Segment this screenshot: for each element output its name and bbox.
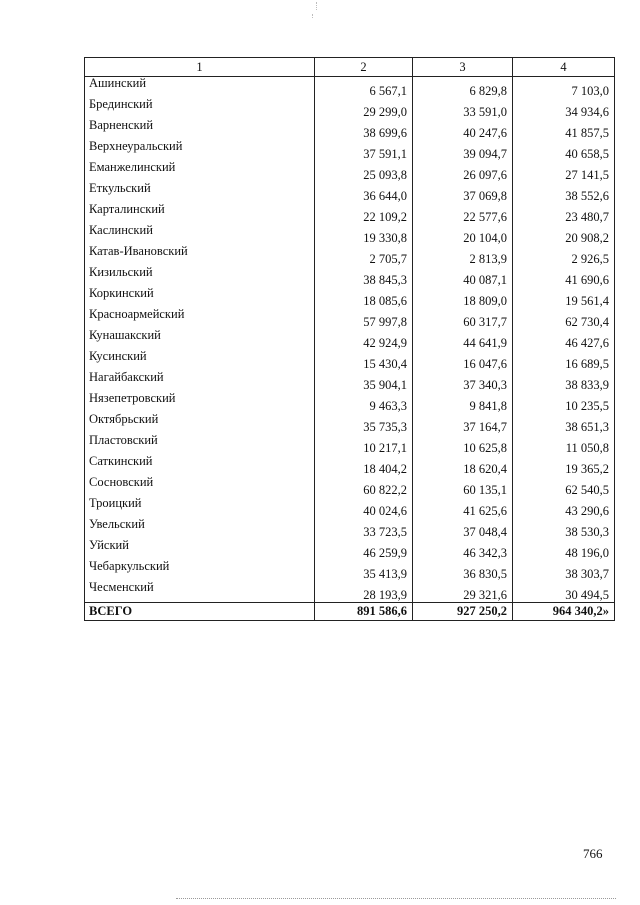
- amount-cell: 39 094,7: [413, 140, 513, 161]
- table-row: [85, 413, 615, 434]
- district-name: Нязепетровский: [85, 392, 315, 413]
- total-value: 927 250,2: [413, 603, 513, 621]
- amount-cell: 37 048,4: [413, 518, 513, 539]
- district-name: Ашинский: [85, 77, 315, 99]
- amount-cell: 2 705,7: [315, 245, 413, 266]
- table-row: [85, 161, 615, 182]
- district-name: Кунашакский: [85, 329, 315, 350]
- amount-cell: 18 404,2: [315, 455, 413, 476]
- table-total-row: [85, 603, 615, 621]
- amount-cell: 19 561,4: [513, 287, 615, 308]
- amount-cell: 11 050,8: [513, 434, 615, 455]
- district-name: Верхнеуральский: [85, 140, 315, 161]
- district-name: Уйский: [85, 539, 315, 560]
- amount-cell: 35 413,9: [315, 560, 413, 581]
- scan-artifact-mark: [316, 2, 318, 10]
- district-name: Пластовский: [85, 434, 315, 455]
- district-name: Варненский: [85, 119, 315, 140]
- table-row: [85, 245, 615, 266]
- amount-cell: 46 427,6: [513, 329, 615, 350]
- amount-cell: 40 658,5: [513, 140, 615, 161]
- amount-cell: 37 164,7: [413, 413, 513, 434]
- amount-cell: 41 690,6: [513, 266, 615, 287]
- table-row: [85, 518, 615, 539]
- amount-cell: 29 321,6: [413, 581, 513, 603]
- amount-cell: 6 567,1: [315, 77, 413, 99]
- amount-cell: 37 591,1: [315, 140, 413, 161]
- amount-cell: 33 591,0: [413, 98, 513, 119]
- district-name: Красноармейский: [85, 308, 315, 329]
- amount-cell: 46 259,9: [315, 539, 413, 560]
- page-number: 766: [583, 846, 603, 861]
- table-row: [85, 455, 615, 476]
- amount-cell: 38 651,3: [513, 413, 615, 434]
- amount-cell: 16 047,6: [413, 350, 513, 371]
- table-row: [85, 224, 615, 245]
- table-row: [85, 182, 615, 203]
- district-name: Брединский: [85, 98, 315, 119]
- column-header: 4: [513, 58, 615, 77]
- amount-cell: 38 699,6: [315, 119, 413, 140]
- amount-cell: 38 530,3: [513, 518, 615, 539]
- amount-cell: 23 480,7: [513, 203, 615, 224]
- table-row: [85, 371, 615, 392]
- amount-cell: 6 829,8: [413, 77, 513, 99]
- amount-cell: 36 644,0: [315, 182, 413, 203]
- district-name: Чесменский: [85, 581, 315, 603]
- amount-cell: 28 193,9: [315, 581, 413, 603]
- amount-cell: 26 097,6: [413, 161, 513, 182]
- amount-cell: 40 024,6: [315, 497, 413, 518]
- amount-cell: 38 303,7: [513, 560, 615, 581]
- column-header: 2: [315, 58, 413, 77]
- scan-artifact-mark: [312, 14, 314, 18]
- amount-cell: 2 926,5: [513, 245, 615, 266]
- budget-distribution-table: [84, 57, 615, 621]
- amount-cell: 10 625,8: [413, 434, 513, 455]
- amount-cell: 38 552,6: [513, 182, 615, 203]
- amount-cell: 37 069,8: [413, 182, 513, 203]
- table-row: [85, 287, 615, 308]
- amount-cell: 15 430,4: [315, 350, 413, 371]
- amount-cell: 10 235,5: [513, 392, 615, 413]
- table-row: [85, 434, 615, 455]
- column-header: 3: [413, 58, 513, 77]
- table-row: [85, 203, 615, 224]
- amount-cell: 18 620,4: [413, 455, 513, 476]
- amount-cell: 62 730,4: [513, 308, 615, 329]
- table-row: [85, 560, 615, 581]
- district-name: Коркинский: [85, 287, 315, 308]
- district-name: Еткульский: [85, 182, 315, 203]
- amount-cell: 18 809,0: [413, 287, 513, 308]
- district-name: Саткинский: [85, 455, 315, 476]
- amount-cell: 22 109,2: [315, 203, 413, 224]
- amount-cell: 20 908,2: [513, 224, 615, 245]
- amount-cell: 60 822,2: [315, 476, 413, 497]
- district-name: Увельский: [85, 518, 315, 539]
- amount-cell: 62 540,5: [513, 476, 615, 497]
- amount-cell: 22 577,6: [413, 203, 513, 224]
- district-name: Карталинский: [85, 203, 315, 224]
- district-name: Кусинский: [85, 350, 315, 371]
- amount-cell: 19 330,8: [315, 224, 413, 245]
- amount-cell: 7 103,0: [513, 77, 615, 99]
- table-row: [85, 119, 615, 140]
- district-name: Октябрьский: [85, 413, 315, 434]
- column-header: 1: [85, 58, 315, 77]
- amount-cell: 35 735,3: [315, 413, 413, 434]
- table-row: [85, 497, 615, 518]
- district-name: Каслинский: [85, 224, 315, 245]
- district-name: Сосновский: [85, 476, 315, 497]
- amount-cell: 36 830,5: [413, 560, 513, 581]
- amount-cell: 16 689,5: [513, 350, 615, 371]
- amount-cell: 29 299,0: [315, 98, 413, 119]
- table-row: [85, 539, 615, 560]
- amount-cell: 2 813,9: [413, 245, 513, 266]
- footer-dotted-line: [176, 898, 616, 899]
- table-row: [85, 392, 615, 413]
- amount-cell: 46 342,3: [413, 539, 513, 560]
- amount-cell: 27 141,5: [513, 161, 615, 182]
- table-row: [85, 581, 615, 603]
- total-label: ВСЕГО: [85, 603, 315, 621]
- amount-cell: 37 340,3: [413, 371, 513, 392]
- amount-cell: 19 365,2: [513, 455, 615, 476]
- table-row: [85, 98, 615, 119]
- amount-cell: 35 904,1: [315, 371, 413, 392]
- table-row: [85, 350, 615, 371]
- amount-cell: 38 833,9: [513, 371, 615, 392]
- amount-cell: 10 217,1: [315, 434, 413, 455]
- table-row: [85, 476, 615, 497]
- amount-cell: 60 317,7: [413, 308, 513, 329]
- amount-cell: 41 857,5: [513, 119, 615, 140]
- total-value: 964 340,2»: [513, 603, 615, 621]
- amount-cell: 60 135,1: [413, 476, 513, 497]
- amount-cell: 42 924,9: [315, 329, 413, 350]
- amount-cell: 25 093,8: [315, 161, 413, 182]
- amount-cell: 34 934,6: [513, 98, 615, 119]
- table-header-row: [85, 58, 615, 77]
- amount-cell: 40 247,6: [413, 119, 513, 140]
- amount-cell: 33 723,5: [315, 518, 413, 539]
- table-body: [85, 77, 615, 603]
- table-row: [85, 77, 615, 99]
- amount-cell: 43 290,6: [513, 497, 615, 518]
- district-name: Еманжелинский: [85, 161, 315, 182]
- amount-cell: 44 641,9: [413, 329, 513, 350]
- amount-cell: 9 841,8: [413, 392, 513, 413]
- amount-cell: 38 845,3: [315, 266, 413, 287]
- amount-cell: 57 997,8: [315, 308, 413, 329]
- amount-cell: 18 085,6: [315, 287, 413, 308]
- district-name: Катав-Ивановский: [85, 245, 315, 266]
- district-name: Нагайбакский: [85, 371, 315, 392]
- table-row: [85, 329, 615, 350]
- total-value: 891 586,6: [315, 603, 413, 621]
- amount-cell: 30 494,5: [513, 581, 615, 603]
- amount-cell: 41 625,6: [413, 497, 513, 518]
- table-row: [85, 140, 615, 161]
- table-row: [85, 308, 615, 329]
- district-name: Троицкий: [85, 497, 315, 518]
- amount-cell: 48 196,0: [513, 539, 615, 560]
- amount-cell: 9 463,3: [315, 392, 413, 413]
- district-name: Чебаркульский: [85, 560, 315, 581]
- amount-cell: 40 087,1: [413, 266, 513, 287]
- amount-cell: 20 104,0: [413, 224, 513, 245]
- table-row: [85, 266, 615, 287]
- district-name: Кизильский: [85, 266, 315, 287]
